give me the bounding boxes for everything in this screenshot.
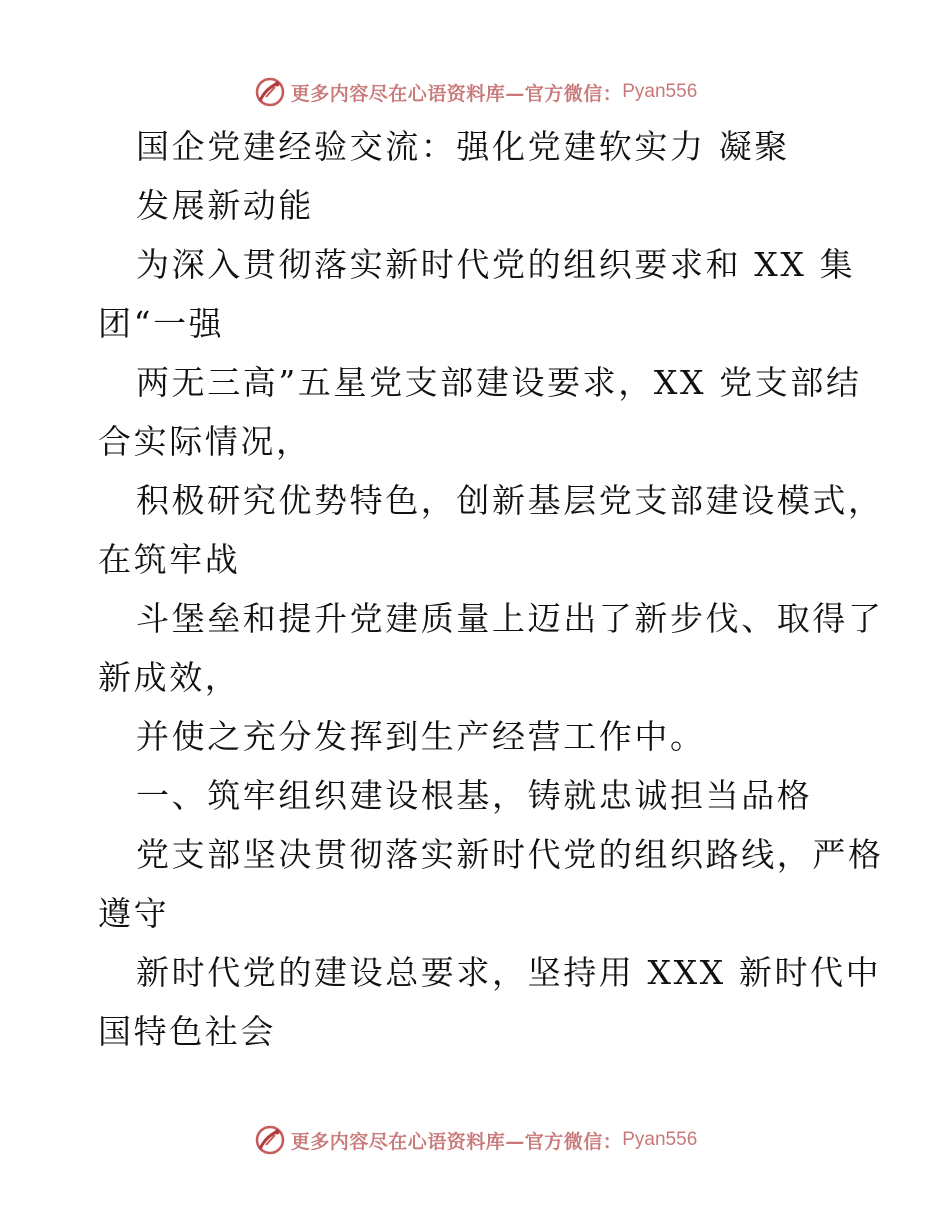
watermark-text: 更多内容尽在心语资料库—官方微信： bbox=[290, 1130, 623, 1153]
text-line: 为深入贯彻落实新时代党的组织要求和 XX 集 bbox=[136, 245, 856, 284]
watermark-logo-icon bbox=[253, 75, 287, 109]
footer-watermark bbox=[0, 1120, 950, 1160]
text-line: 新时代党的建设总要求，坚持用 XXX 新时代中 bbox=[136, 953, 882, 992]
text-line: 国特色社会 bbox=[98, 1012, 276, 1051]
text-line: 合实际情况， bbox=[98, 422, 312, 461]
text-line: 斗堡垒和提升党建质量上迈出了新步伐、取得了 bbox=[136, 599, 884, 638]
text-line: 两无三高”五星党支部建设要求，XX 党支部结 bbox=[136, 363, 862, 402]
watermark-wechat-id: Pyan556 bbox=[622, 1129, 698, 1150]
watermark-wechat-id: Pyan556 bbox=[622, 81, 698, 102]
text-line: 发展新动能 bbox=[136, 186, 314, 225]
text-line: 团“一强 bbox=[98, 304, 225, 343]
text-line: 积极研究优势特色，创新基层党支部建设模式， bbox=[136, 481, 884, 520]
document-body bbox=[98, 117, 884, 1061]
text-line: 新成效， bbox=[98, 658, 241, 697]
text-line: 并使之充分发挥到生产经营工作中。 bbox=[136, 717, 706, 756]
text-line: 在筑牢战 bbox=[98, 540, 241, 579]
text-line: 国企党建经验交流：强化党建软实力 凝聚 bbox=[136, 127, 790, 166]
header-watermark bbox=[0, 72, 950, 112]
text-line: 一、筑牢组织建设根基，铸就忠诚担当品格 bbox=[136, 776, 813, 815]
text-line: 遵守 bbox=[98, 894, 170, 933]
text-line: 党支部坚决贯彻落实新时代党的组织路线，严格 bbox=[136, 835, 884, 874]
watermark-text: 更多内容尽在心语资料库—官方微信： bbox=[290, 82, 623, 105]
watermark-logo-icon bbox=[253, 1123, 287, 1157]
